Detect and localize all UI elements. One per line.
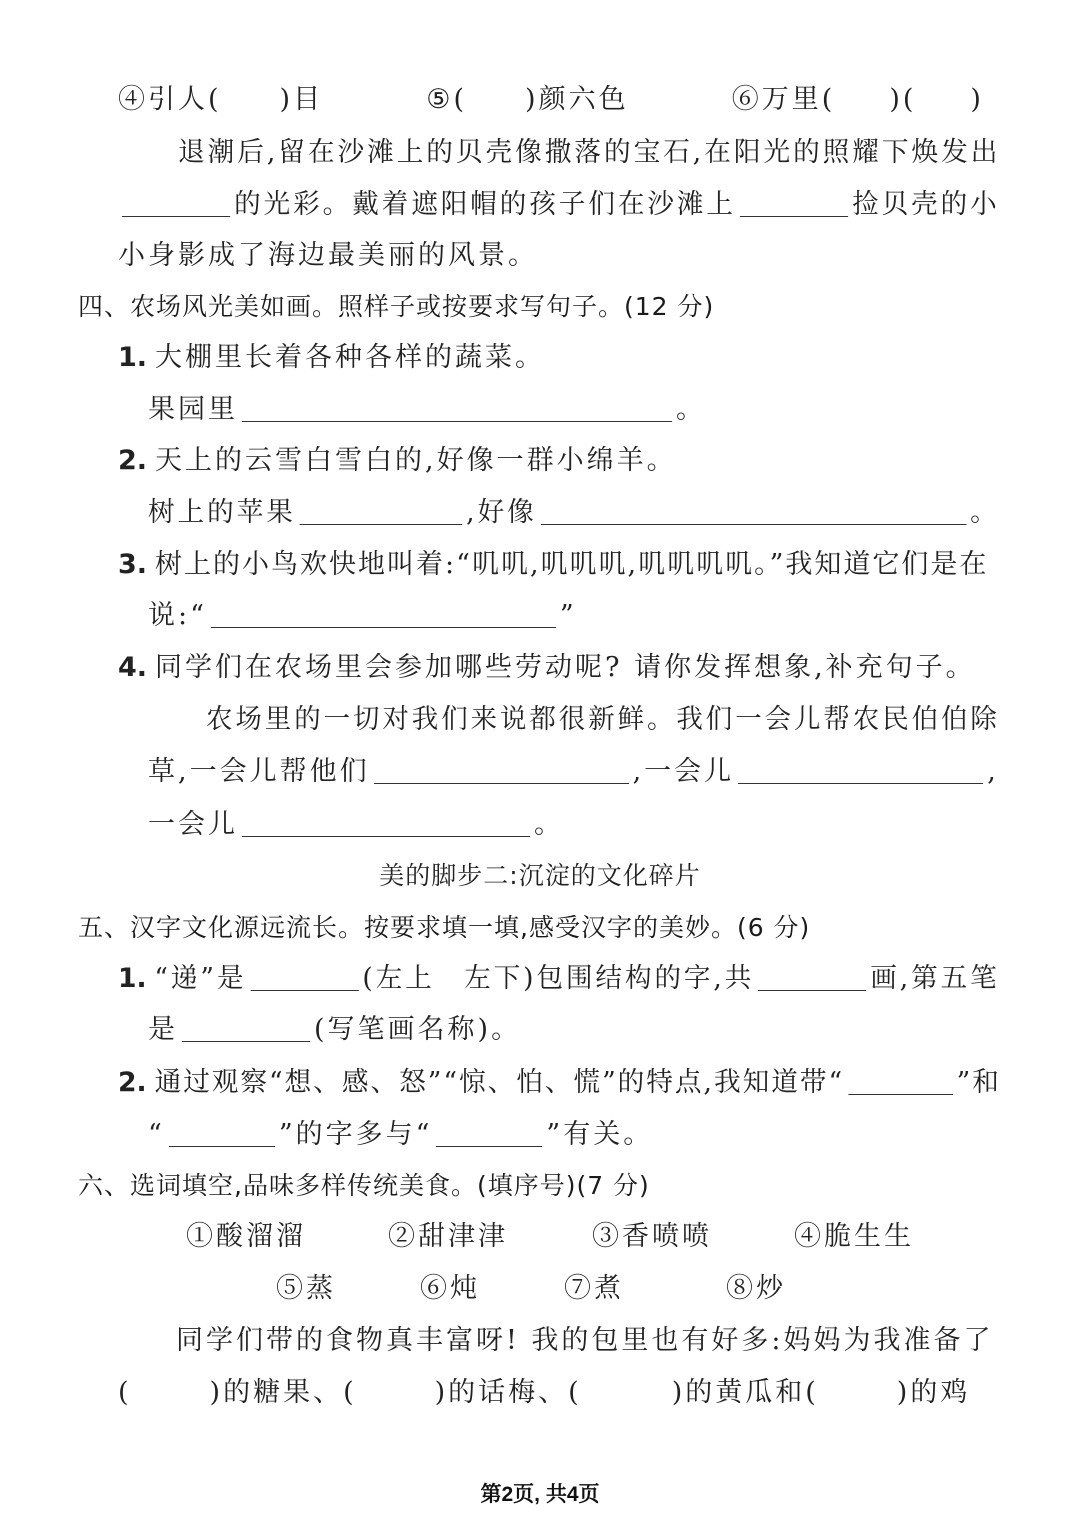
blank-s4-q2-a[interactable] (300, 498, 463, 525)
close-quote: ” (559, 600, 577, 631)
period: 。 (534, 809, 564, 840)
answer-prompt: 说:“ (148, 600, 207, 631)
idiom-6-prefix: ⑥万里( (731, 84, 836, 115)
word-option: ④脆生生 (794, 1221, 914, 1252)
blank-s4-q3[interactable] (211, 601, 556, 628)
question-text: 画,第五笔 (870, 963, 1000, 994)
paragraph-text: 一会儿 (148, 809, 238, 840)
idiom-row (118, 80, 984, 120)
s4-question-4 (118, 648, 976, 688)
word-option: ⑤蒸 (276, 1273, 336, 1304)
food-paragraph-line-2 (118, 1373, 970, 1413)
word-option: ⑧炒 (726, 1273, 786, 1304)
question-text: (写笔画名称)。 (314, 1014, 522, 1045)
answer-prompt: 树上的苹果 (148, 497, 296, 528)
question-number: 2. (118, 445, 148, 476)
section-subtitle: 美的脚步二:沉淀的文化碎片 (379, 861, 701, 890)
blank-s5-q1-b[interactable] (758, 964, 866, 991)
paragraph-text: )的鸡 (896, 1377, 971, 1408)
blank-s5-q1-a[interactable] (250, 964, 358, 991)
idiom-6-middle: )( (889, 84, 917, 115)
question-text: (左上 左下)包围结构的字,共 (362, 963, 755, 994)
section-4-heading: 四、农场风光美如画。照样子或按要求写句子。(12 分) (78, 292, 715, 321)
word-option: ⑦煮 (564, 1273, 624, 1304)
paragraph-text: ,一会儿 (632, 756, 735, 787)
s4-q4-paragraph-line-2 (148, 752, 999, 792)
question-number: 3. (118, 549, 148, 580)
blank-s5-q1-c[interactable] (182, 1015, 310, 1042)
question-text: 是 (148, 1014, 178, 1045)
blank-s4-q1[interactable] (242, 395, 672, 422)
beach-paragraph-line-3: 小身影成了海边最美丽的风景。 (118, 240, 538, 271)
question-text: ”的字多与“ (278, 1119, 433, 1150)
word-option: ③香喷喷 (592, 1221, 712, 1252)
period: 。 (970, 497, 1000, 528)
paren-open: ( (118, 1377, 132, 1408)
question-number: 4. (118, 652, 148, 683)
question-text: 通过观察“想、感、怒”“惊、怕、慌”的特点,我知道带“ (154, 1067, 845, 1098)
s4-question-2 (118, 441, 677, 481)
idiom-4-suffix: )目 (279, 84, 324, 115)
word-option: ⑥炖 (420, 1273, 480, 1304)
blank-s4-q2-b[interactable] (541, 498, 967, 525)
word-option: ②甜津津 (388, 1221, 508, 1252)
beach-paragraph-line-2 (118, 185, 1000, 225)
blank-s4-q4-b[interactable] (738, 757, 983, 784)
paragraph-text: )的话梅、( (434, 1377, 582, 1408)
question-text: 大棚里长着各种各样的蔬菜。 (155, 342, 546, 373)
s4-q2-answer-line (148, 493, 1000, 533)
blank-beach-2[interactable] (740, 190, 848, 217)
beach-paragraph-line-1: 退潮后,留在沙滩上的贝壳像撒落的宝石,在阳光的照耀下焕发出 (178, 137, 1001, 168)
paragraph-text: )的糖果、( (209, 1377, 357, 1408)
beach-paragraph-text-b: 捡贝壳的小 (852, 189, 1000, 220)
blank-s4-q4-c[interactable] (242, 810, 530, 837)
s5-question-2 (118, 1063, 1001, 1103)
question-text: 同学们在农场里会参加哪些劳动呢? 请你发挥想象,补充句子。 (155, 652, 976, 683)
s5-question-1 (118, 959, 1000, 999)
paragraph-text: 草,一会儿帮他们 (148, 756, 370, 787)
question-number: 1. (118, 963, 147, 994)
word-options-row-1 (186, 1217, 914, 1257)
s4-q3-answer-line (148, 596, 577, 636)
blank-s5-q2-b[interactable] (169, 1120, 275, 1147)
section-6-heading: 六、选词填空,品味多样传统美食。(填序号)(7 分) (78, 1171, 650, 1200)
question-text: 树上的小鸟欢快地叫着:“叽叽,叽叽叽,叽叽叽叽。”我知道它们是在 (155, 549, 989, 580)
page-footer: 第2页, 共4页 (480, 1483, 600, 1506)
comma: , (987, 756, 999, 787)
beach-paragraph-text-a: 的光彩。戴着遮阳帽的孩子们在沙滩上 (234, 189, 736, 220)
idiom-5-prefix: ⑤( (426, 84, 468, 115)
blank-s5-q2-c[interactable] (436, 1120, 542, 1147)
answer-prompt: 果园里 (148, 394, 238, 425)
question-text: ”有关。 (546, 1119, 654, 1150)
paragraph-text: )的黄瓜和( (671, 1377, 819, 1408)
section-5-heading: 五、汉字文化源远流长。按要求填一填,感受汉字的美妙。(6 分) (78, 913, 811, 942)
question-text: “ (148, 1119, 165, 1150)
food-paragraph-line-1: 同学们带的食物真丰富呀! 我的包里也有好多:妈妈为我准备了 (176, 1325, 994, 1356)
question-number: 1. (118, 342, 148, 373)
idiom-6-suffix: ) (970, 84, 984, 115)
s4-q1-answer-line (148, 390, 706, 430)
word-options-row-2 (276, 1269, 786, 1309)
question-text: ”和 (956, 1067, 1001, 1098)
answer-connector: ,好像 (466, 497, 537, 528)
question-text: 天上的云雪白雪白的,好像一群小绵羊。 (155, 445, 677, 476)
question-text: “递”是 (154, 963, 247, 994)
s4-question-3 (118, 545, 988, 585)
question-number: 2. (118, 1067, 147, 1098)
s5-q1-line-2 (148, 1010, 521, 1050)
word-option: ①酸溜溜 (186, 1221, 306, 1252)
blank-s5-q2-a[interactable] (848, 1068, 953, 1095)
s5-q2-line-2 (148, 1115, 653, 1155)
idiom-4-prefix: ④引人( (118, 84, 222, 115)
blank-beach-1[interactable] (122, 190, 230, 217)
blank-s4-q4-a[interactable] (374, 757, 629, 784)
s4-q4-paragraph-line-3 (148, 805, 564, 845)
s4-question-1 (118, 338, 545, 378)
s4-q4-paragraph-line-1: 农场里的一切对我们来说都很新鲜。我们一会儿帮农民伯伯除 (206, 704, 1000, 735)
idiom-5-suffix: )颜六色 (525, 84, 629, 115)
period: 。 (676, 394, 706, 425)
